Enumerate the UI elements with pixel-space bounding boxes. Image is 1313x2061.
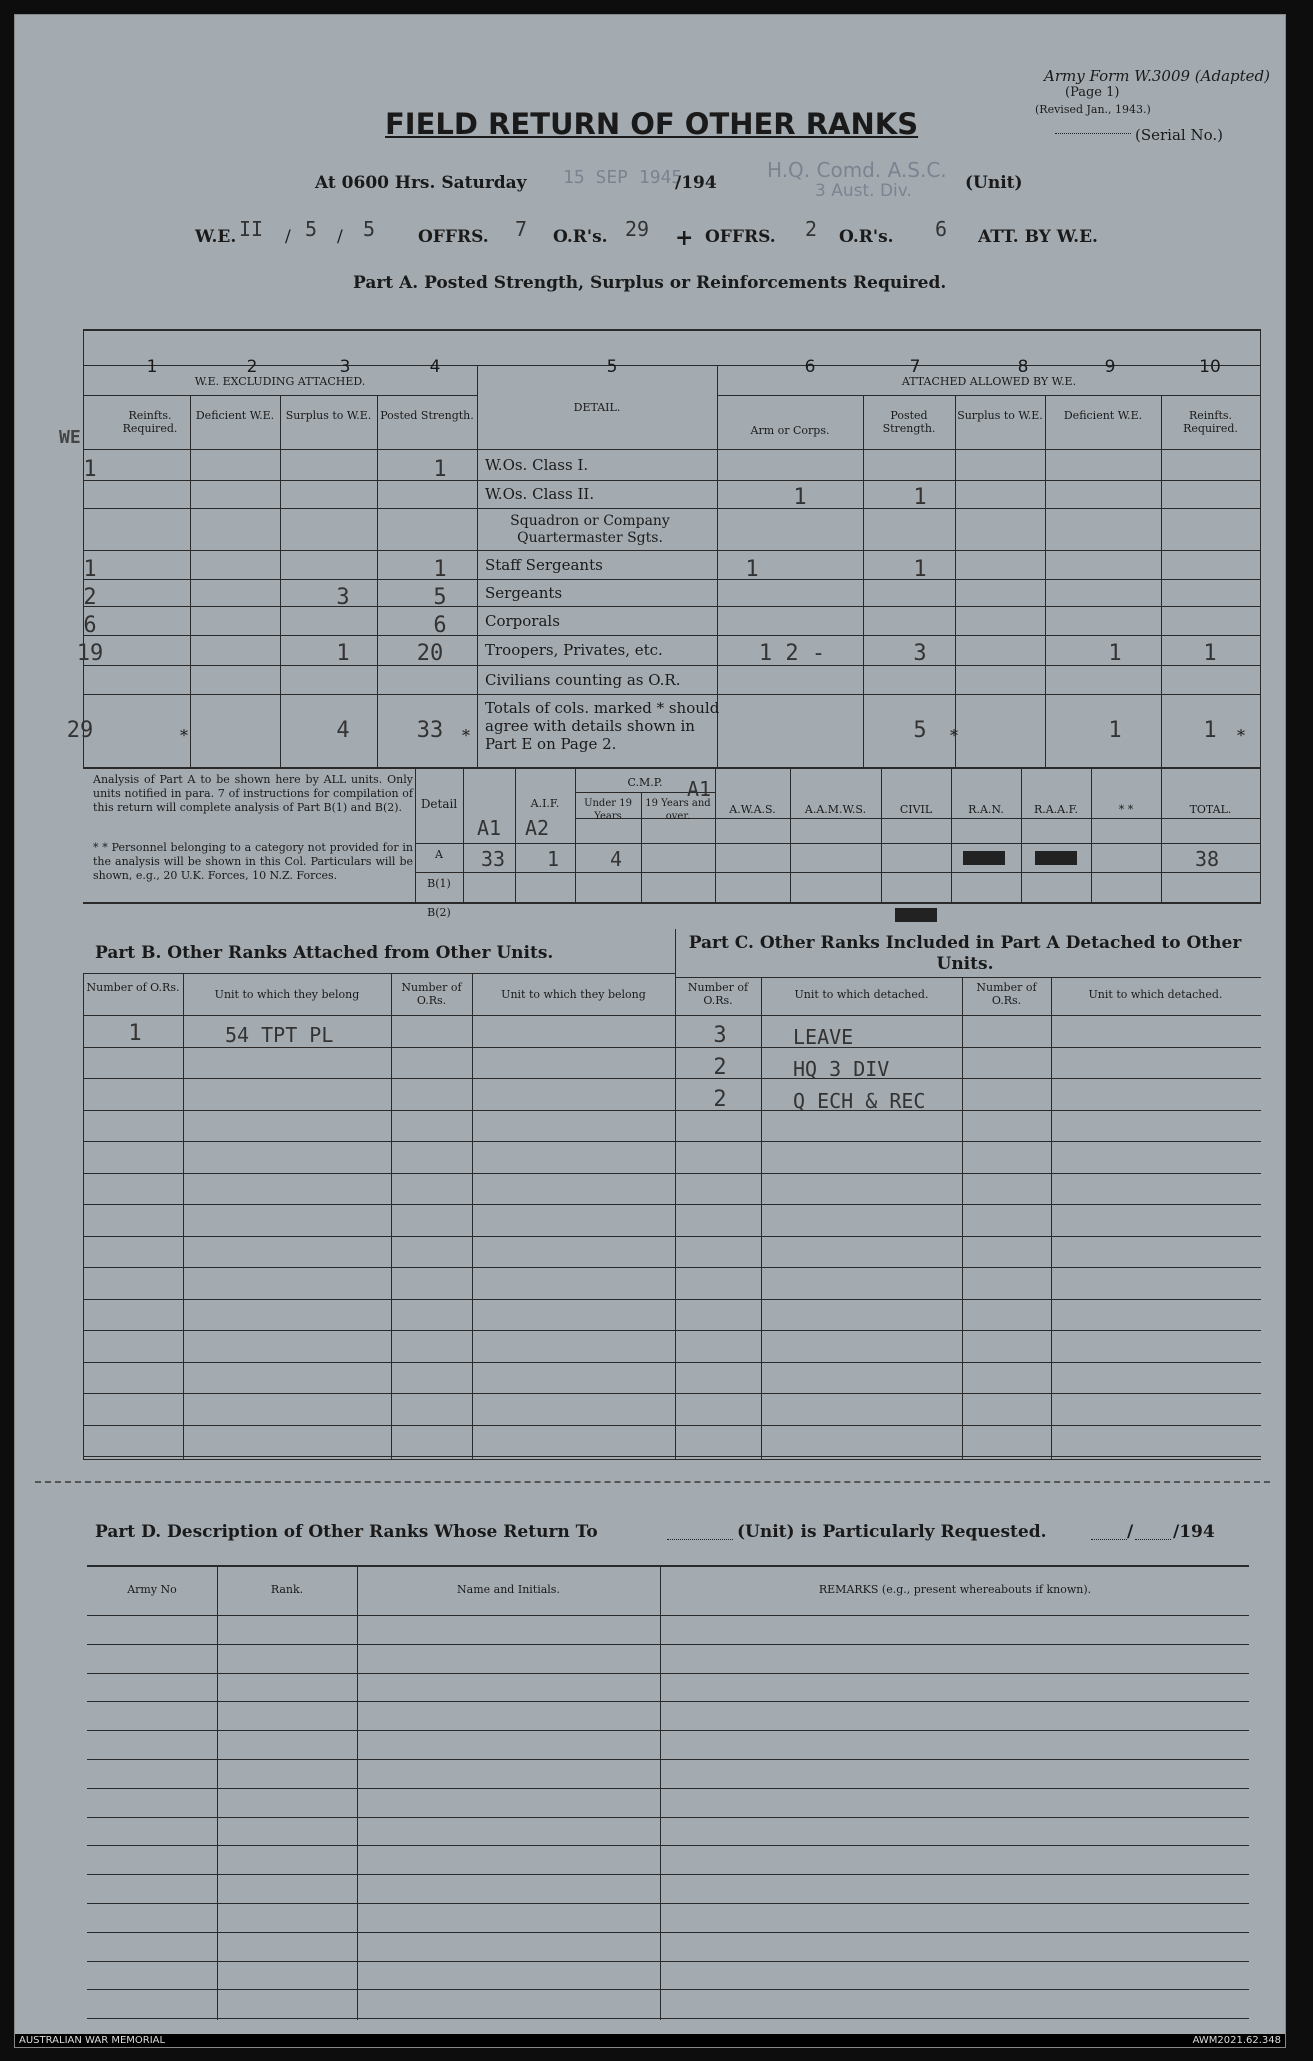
redaction-civil: [895, 908, 937, 922]
bc-row-line: [83, 1110, 1261, 1111]
analysis-detail-header: Detail: [420, 797, 458, 811]
analysis-row-b1: B(1): [427, 877, 451, 890]
posted-right-troopers: 3: [913, 641, 927, 666]
bc-row-line: [83, 1330, 1261, 1331]
c-col-unit-1: Unit to which detached.: [794, 988, 929, 1001]
star-col10: *: [1237, 726, 1245, 745]
d-row-line: [87, 2018, 1249, 2019]
deficient-right-totals: 1: [1108, 718, 1122, 743]
col-num-10: 10: [1199, 357, 1221, 377]
d-row-line: [87, 1903, 1249, 1904]
c-row-1-unit: LEAVE: [793, 1025, 854, 1049]
offrs2-label: OFFRS.: [705, 227, 776, 247]
col-deficient-left: Deficient W.E.: [195, 409, 275, 422]
row-corporals: Corporals: [485, 612, 560, 630]
c-col-number-2: Number of O.Rs.: [976, 981, 1037, 1007]
bc-row-line: [83, 1141, 1261, 1142]
we-val-3: 5: [363, 217, 376, 241]
col-num-6: 6: [804, 357, 816, 377]
d-row-line: [87, 1932, 1249, 1933]
d-row-line: [87, 1961, 1249, 1962]
bc-row-line: [83, 1173, 1261, 1174]
star-col7: *: [950, 726, 958, 745]
col-num-8: 8: [1017, 357, 1029, 377]
d-col-remarks: REMARKS (e.g., present whereabouts if known).: [818, 1583, 1092, 1596]
bc-row-line: [83, 1393, 1261, 1394]
row-staff-sergeants: Staff Sergeants: [485, 556, 603, 574]
unit-stamp-line2: 3 Aust. Div.: [815, 181, 912, 201]
posted-right-staff: 1: [913, 557, 927, 582]
c-col-unit-2: Unit to which detached.: [1088, 988, 1223, 1001]
star-col4: *: [462, 726, 470, 745]
we-excluding-header: W.E. EXCLUDING ATTACHED.: [194, 375, 366, 388]
form-sheet: Army Form W.3009 (Adapted) (Page 1) (Revised Jan., 1943.) (Serial No.) FIELD RETURN OF OTHER RANKS At 0600 Hrs. Saturday 15 SEP 1945 /194 H.Q. Comd. A.S.C. 3 Aust. Div. (Unit) W.E. II / 5 / 5 OFFRS. 7 O.R's. 29 + OFFRS. 2 O.R's. 6 ATT. BY W.E. Part A. Posted Strength, Surplus or Reinforcements Required. 1 2 3 4 5 6 7 8 9 10 W.E. EXCLUDING ATTACHED. ATTACHED ALLOWED BY W.E. DETAIL. Reinfts. Required. Deficient W.E. Surplus to W.E. Posted Strength. WE Arm or Corps. Posted Strength. Surplus to W.E. Deficient W.E. Reinfts. Required. W.Os. Class I. W.Os. Class II. Squadron or Company Quartermaster Sgts. Staff Sergeants Sergeants Corporals Troopers, Privates, etc. Civilians counting as O.R. Totals of cols. marked * should agree with details shown in Part E on Page 2. 1 1 2 6 19 29 1 1 3 5 6 1 20 4 33 * * 1 1 1 1 1 2 - 3 1 1 5 1 1 * * Analysis of Part A to be shown here by ALL units. Only units notified in para. 7 of instructions for compilation of this return will complete analysis of Part B(1) and B(2). * * Personnel belonging to a category not provided for in the analysis will be shown in this Col. Particulars will be shown, e.g., 20 U.K. Forces, 10 N.Z. Forces. Detail A.I.F. C.M.P. Under 19 Years 19 Years and over. A.W.A.S. A.A.M.W.S. CIVIL R.A.N. R.A.A.F. * * TOTAL. A B(1) B(2) A1 A2 A1 33 1 4 38 Part B. Other Ranks Attached from Other Units. Part C. Other Ranks Included in Part A Detached to Other Units. Number of O.Rs. Unit to which they belong Number of O.Rs. Unit to which they belong Number of O.Rs. Unit to which detached. Number of O.Rs. Unit to which detached. 1 54 TPT PL 3 LEAVE 2 HQ 3 DIV 2 Q ECH & REC Part D. Description of Other Ranks Whose Return To (Unit) is Particularly Requested. / /194 Army No Rank. Name and Initials. REMARKS (e.g., present whereabouts if known). AUSTRALIAN WAR MEMORIAL AWM2021.62.348: [14, 14, 1286, 2048]
ran-header: R.A.N.: [968, 803, 1004, 816]
surplus-totals: 4: [336, 718, 350, 743]
arm-staff: 1: [745, 557, 759, 582]
form-id-line1: Army Form W.3009 (Adapted): [1044, 67, 1270, 85]
b-row-1-unit: 54 TPT PL: [225, 1023, 334, 1047]
serial-label: (Serial No.): [1135, 126, 1223, 144]
we-value-sgts: 2: [83, 585, 97, 610]
date-stamp: 15 SEP 1945: [563, 167, 683, 188]
arm-troopers: 1 2 -: [758, 641, 826, 666]
footer-right: AWM2021.62.348: [1192, 2035, 1281, 2046]
c-row-1-number: 3: [713, 1023, 727, 1048]
attached-allowed-header: ATTACHED ALLOWED BY W.E.: [901, 375, 1077, 388]
we-val-2: 5: [305, 217, 318, 241]
plus-sign: +: [675, 225, 694, 251]
d-row-line: [87, 1673, 1249, 1674]
col-reinfts-left: Reinfts. Required.: [122, 409, 178, 435]
aif-header: A.I.F.: [530, 797, 560, 810]
col-surplus-right: Surplus to W.E.: [957, 409, 1043, 422]
posted-sgts: 5: [433, 585, 447, 610]
ors-label: O.R's.: [553, 227, 608, 247]
we-value-staff: 1: [83, 557, 97, 582]
analysis-total-38: 38: [1195, 847, 1220, 871]
col-posted-left: Posted Strength.: [380, 409, 474, 422]
b-col-number-1: Number of O.Rs.: [86, 981, 180, 994]
col-num-5: 5: [606, 357, 618, 377]
we-value-cpls: 6: [83, 613, 97, 638]
ors2-value: 6: [935, 217, 948, 241]
d-col-rank: Rank.: [270, 1583, 304, 1596]
row-troopers: Troopers, Privates, etc.: [485, 641, 663, 659]
footer-left: AUSTRALIAN WAR MEMORIAL: [19, 2035, 166, 2046]
part-d-title: Part D. Description of Other Ranks Whose Return To: [95, 1522, 598, 1542]
c-row-2-unit: HQ 3 DIV: [793, 1057, 890, 1081]
redaction-raaf: [1035, 851, 1077, 865]
we-val-1: II: [239, 217, 264, 241]
d-row-line: [87, 1989, 1249, 1990]
col-num-3: 3: [339, 357, 351, 377]
posted-cpls: 6: [433, 613, 447, 638]
posted-right-totals: 5: [913, 718, 927, 743]
b-row-1-number: 1: [128, 1021, 142, 1046]
col-num-2: 2: [246, 357, 258, 377]
unit-stamp-line1: H.Q. Comd. A.S.C.: [767, 158, 947, 182]
posted-staff: 1: [433, 557, 447, 582]
tear-line: [35, 1481, 1270, 1483]
posted-totals: 33: [416, 718, 444, 743]
form-id-line3: (Revised Jan., 1943.): [1035, 103, 1151, 116]
analysis-note: Analysis of Part A to be shown here by ALL units. Only units notified in para. 7 of instructions for compilation of this return will complete analysis of Part B(1) and B(2).: [93, 773, 413, 814]
form-id-line2: (Page 1): [1065, 85, 1120, 100]
offrs-value: 7: [515, 217, 528, 241]
row-civilians: Civilians counting as O.R.: [485, 671, 681, 689]
col-posted-right: Posted Strength.: [882, 409, 936, 435]
we-value-troopers: 19: [76, 641, 104, 666]
col-num-7: 7: [909, 357, 921, 377]
col-num-1: 1: [146, 357, 158, 377]
bc-row-line: [83, 1204, 1261, 1205]
col-deficient-right: Deficient W.E.: [1063, 409, 1143, 422]
offrs2-value: 2: [805, 217, 818, 241]
row-sergeants: Sergeants: [485, 584, 563, 602]
part-d-title2: (Unit) is Particularly Requested.: [737, 1522, 1047, 1542]
over-19-header: 19 Years and over.: [645, 798, 711, 822]
att-label: ATT. BY W.E.: [978, 227, 1098, 247]
bc-row-line: [83, 1267, 1261, 1268]
c-col-number-1: Number of O.Rs.: [687, 981, 749, 1007]
col-arm-corps: Arm or Corps.: [750, 424, 830, 437]
d-row-line: [87, 1874, 1249, 1875]
at-label: At 0600 Hrs. Saturday: [315, 173, 527, 193]
c-row-2-number: 2: [713, 1055, 727, 1080]
b-col-number-2: Number of O.Rs.: [401, 981, 462, 1007]
d-row-line: [87, 1701, 1249, 1702]
we-value-totals: 29: [66, 718, 94, 743]
surplus-troopers: 1: [336, 641, 350, 666]
category-note: * * Personnel belonging to a category not provided for in the analysis will be shown in this Col. Particulars will be shown, e.g., 20 U.K. Forces, 10 N.Z. Forces.: [93, 841, 413, 882]
arm-wo2: 1: [793, 485, 807, 510]
detail-header: DETAIL.: [573, 401, 621, 414]
posted-troopers: 20: [416, 641, 444, 666]
offrs-label: OFFRS.: [418, 227, 489, 247]
bc-row-line: [83, 1299, 1261, 1300]
bc-row-line: [83, 1078, 1261, 1079]
d-row-line: [87, 1759, 1249, 1760]
deficient-right-troopers: 1: [1108, 641, 1122, 666]
c-row-3-number: 2: [713, 1087, 727, 1112]
ors-value: 29: [625, 217, 650, 241]
footer-bar: [15, 2034, 1285, 2047]
reinfts-right-troopers: 1: [1203, 641, 1217, 666]
d-row-line: [87, 1644, 1249, 1645]
analysis-a1b: A1: [687, 777, 712, 801]
row-squadron-qm: Squadron or Company Quartermaster Sgts.: [510, 513, 670, 546]
part-c-title: Part C. Other Ranks Included in Part A Detached to Other Units.: [688, 933, 1242, 974]
col-reinfts-right: Reinfts. Required.: [1183, 409, 1238, 435]
analysis-a1: A1: [477, 816, 502, 840]
col-num-9: 9: [1104, 357, 1116, 377]
part-a-title: Part A. Posted Strength, Surplus or Reinforcements Required.: [353, 273, 947, 293]
d-row-line: [87, 1845, 1249, 1846]
d-row-line: [87, 1788, 1249, 1789]
surplus-sgts: 3: [336, 585, 350, 610]
we-margin-label: WE: [59, 427, 81, 448]
d-col-name: Name and Initials.: [457, 1583, 560, 1596]
bc-row-line: [83, 1425, 1261, 1426]
part-b-title: Part B. Other Ranks Attached from Other Units.: [95, 943, 554, 963]
we-value-wo1: 1: [83, 457, 97, 482]
col-surplus-left: Surplus to W.E.: [285, 409, 372, 422]
serial-line: [1055, 133, 1131, 134]
d-col-army-no: Army No: [127, 1583, 177, 1596]
bc-row-line: [83, 1456, 1261, 1457]
bc-row-line: [83, 1362, 1261, 1363]
part-d-year: /194: [1173, 1522, 1215, 1542]
row-totals: Totals of cols. marked * should agree with details shown in Part E on Page 2.: [485, 699, 720, 753]
analysis-aif-1: 1: [547, 847, 560, 871]
awas-header: A.W.A.S.: [729, 803, 776, 816]
analysis-33: 33: [481, 847, 506, 871]
star-col2: *: [180, 726, 188, 745]
analysis-a2: A2: [525, 816, 550, 840]
unit-label: (Unit): [965, 173, 1023, 193]
ors2-label: O.R's.: [839, 227, 894, 247]
raaf-header: R.A.A.F.: [1033, 803, 1079, 816]
total-header: TOTAL.: [1189, 803, 1232, 816]
redaction-ran: [963, 851, 1005, 865]
page-title: FIELD RETURN OF OTHER RANKS: [385, 107, 919, 141]
we-label: W.E.: [195, 227, 237, 247]
under-19-header: Under 19 Years: [584, 798, 632, 822]
b-col-unit-2: Unit to which they belong: [501, 988, 646, 1001]
row-wo-class-2: W.Os. Class II.: [485, 485, 595, 503]
posted-wo1: 1: [433, 457, 447, 482]
analysis-row-b2: B(2): [427, 906, 451, 919]
row-wo-class-1: W.Os. Class I.: [485, 456, 589, 474]
aamws-header: A.A.M.W.S.: [804, 803, 867, 816]
civil-header: CIVIL: [899, 803, 933, 816]
posted-right-wo2: 1: [913, 485, 927, 510]
col-num-4: 4: [429, 357, 441, 377]
cmp-header: C.M.P.: [627, 776, 663, 789]
analysis-row-a: A: [435, 848, 443, 861]
bc-row-line: [83, 1236, 1261, 1237]
c-row-3-unit: Q ECH & REC: [793, 1089, 926, 1113]
stars-header: * *: [1118, 803, 1134, 816]
d-row-line: [87, 1730, 1249, 1731]
year-label: /194: [675, 173, 717, 193]
d-row-line: [87, 1817, 1249, 1818]
analysis-cmp-4: 4: [610, 847, 623, 871]
b-col-unit-1: Unit to which they belong: [214, 988, 360, 1001]
reinfts-right-totals: 1: [1203, 718, 1217, 743]
